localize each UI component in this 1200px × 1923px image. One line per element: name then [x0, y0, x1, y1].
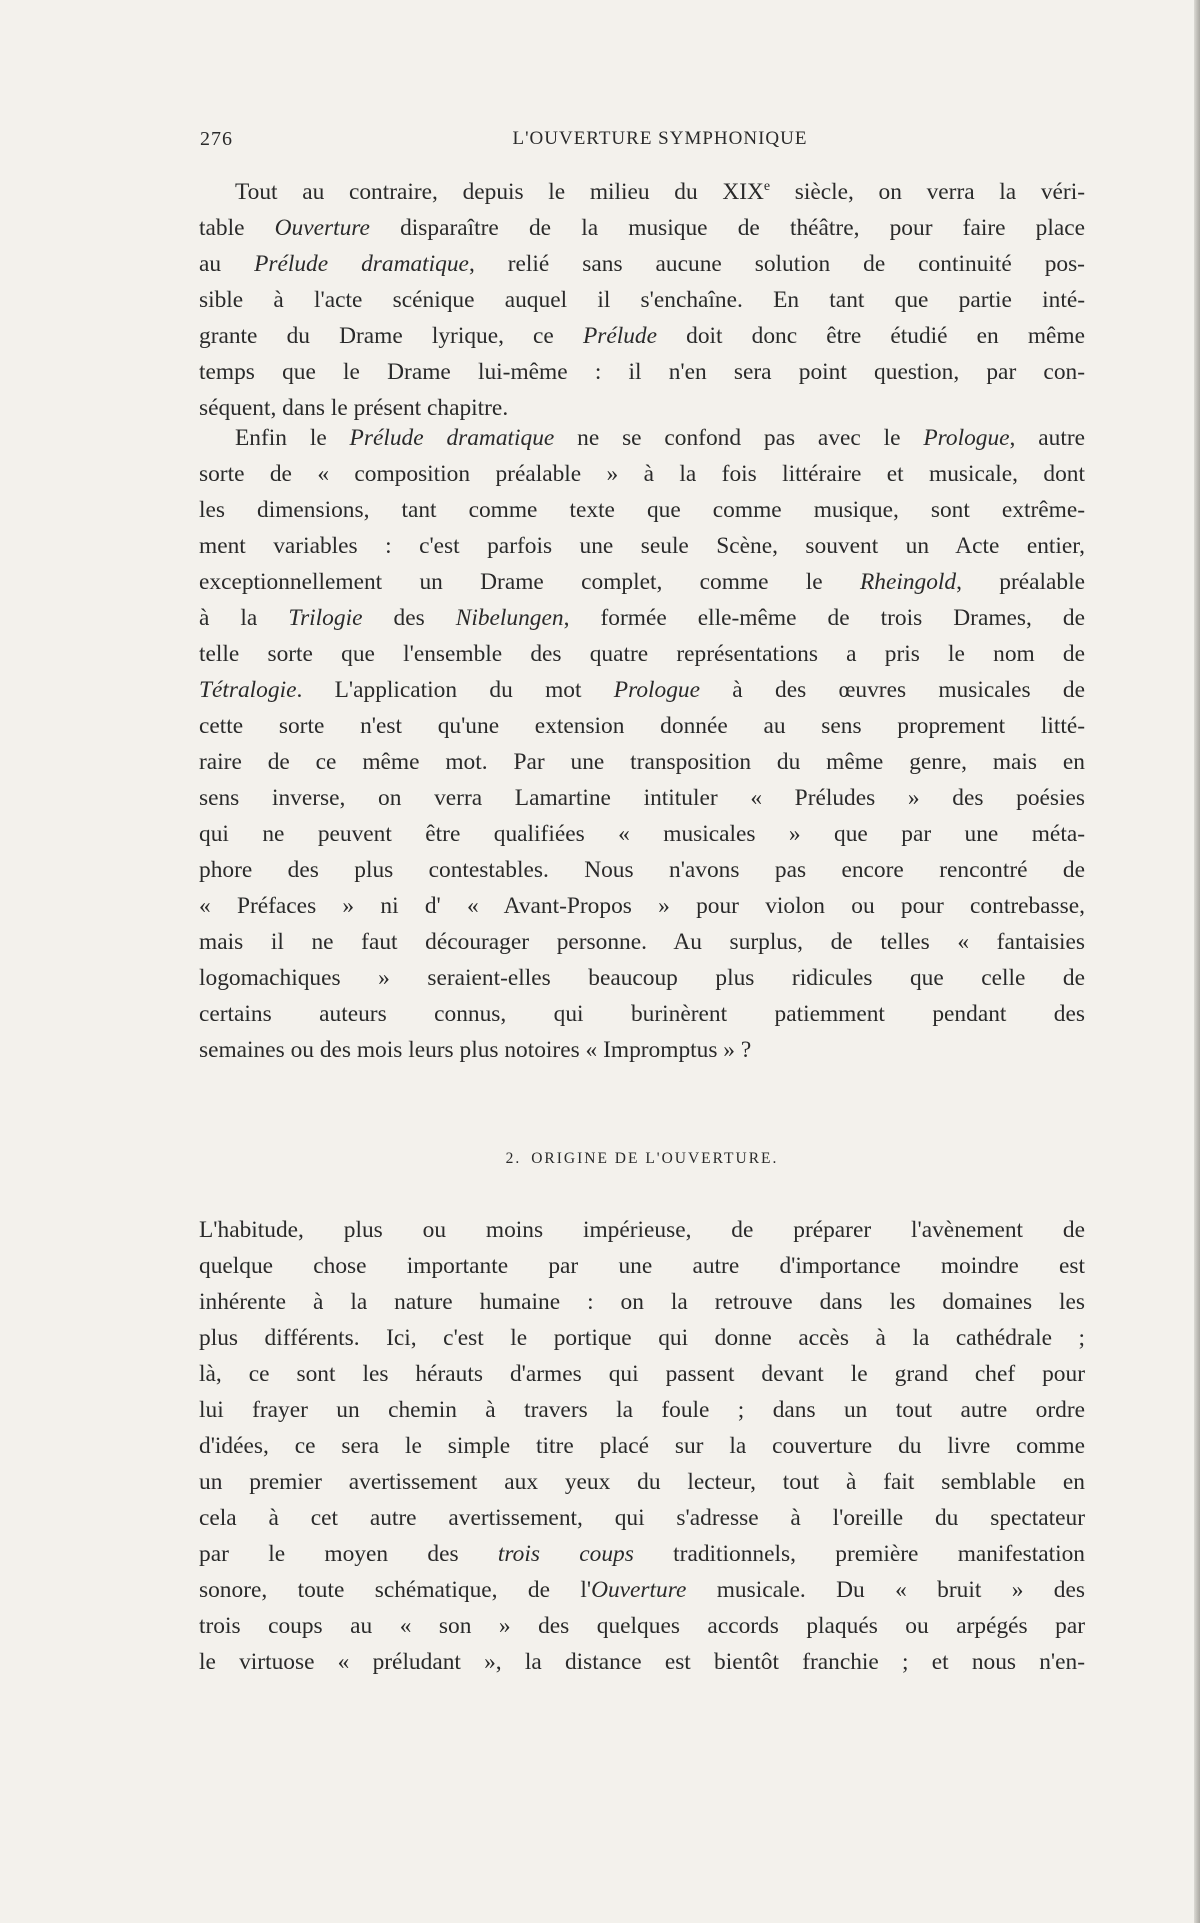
- running-title: L'OUVERTURE SYMPHONIQUE: [512, 128, 808, 149]
- text-line: [199, 924, 1085, 960]
- text-line: [199, 1320, 1085, 1356]
- text-run: un premier avertissement aux yeux du lecteur, tout à fait semblable en: [199, 1469, 1085, 1495]
- text-run: siècle, on verra la véri-: [770, 179, 1085, 205]
- text-run: logomachiques » seraient-elles beaucoup plus ridicules que celle de: [199, 965, 1085, 991]
- text-line: [199, 1572, 1085, 1608]
- italic-run: trois coups: [497, 1541, 634, 1567]
- text-line: [199, 492, 1085, 528]
- text-line: [199, 420, 1085, 456]
- italic-run: Nibelungen: [455, 605, 564, 631]
- text-line: [199, 1644, 1085, 1680]
- text-line: [199, 636, 1085, 672]
- text-run: d'idées, ce sera le simple titre placé sur la couverture du livre comme: [199, 1433, 1085, 1459]
- text-run: certains auteurs connus, qui burinèrent patiemment pendant des: [199, 1001, 1085, 1027]
- text-line: [199, 1428, 1085, 1464]
- text-line: [199, 1608, 1085, 1644]
- text-line: [199, 246, 1085, 282]
- italic-run: Tétralogie: [199, 677, 297, 703]
- text-line: [199, 672, 1085, 708]
- text-run: « Préfaces » ni d' « Avant-Propos » pour violon ou pour contrebasse,: [199, 893, 1085, 919]
- text-line: [199, 456, 1085, 492]
- text-run: à des œuvres musicales de: [699, 677, 1085, 703]
- running-head: [200, 128, 1080, 156]
- text-line: [199, 744, 1085, 780]
- text-line: [199, 1032, 1085, 1068]
- text-run: mais il ne faut décourager personne. Au surplus, de telles « fantaisies: [199, 929, 1085, 955]
- text-run: à la: [199, 605, 289, 631]
- text-run: sorte de « composition préalable » à la fois littéraire et musicale, dont: [199, 461, 1085, 487]
- text-run: Tout au contraire, depuis le milieu du XIX: [235, 179, 764, 205]
- text-run: grante du Drame lyrique, ce: [199, 323, 583, 349]
- paragraph-1: [199, 174, 1085, 426]
- text-run: qui ne peuvent être qualifiées « musicales » que par une méta-: [199, 821, 1085, 847]
- text-run: lui frayer un chemin à travers la foule ; dans un tout autre ordre: [199, 1397, 1085, 1423]
- text-run: cette sorte n'est qu'une extension donnée au sens proprement litté-: [199, 713, 1085, 739]
- text-line: [199, 600, 1085, 636]
- text-run: semaines ou des mois leurs plus notoires « Impromptus » ?: [199, 1037, 752, 1063]
- text-run: telle sorte que l'ensemble des quatre représentations a pris le nom de: [199, 641, 1085, 667]
- text-run: traditionnels, première manifestation: [633, 1541, 1086, 1567]
- text-run: le virtuose « préludant », la distance est bientôt franchie ; et nous n'en-: [199, 1649, 1085, 1675]
- text-line: [199, 852, 1085, 888]
- text-line: [199, 1464, 1085, 1500]
- page-edge-shadow: [1194, 0, 1200, 1923]
- text-run: , autre: [1009, 425, 1085, 451]
- text-line: [199, 816, 1085, 852]
- italic-run: Trilogie: [288, 605, 363, 631]
- text-run: , préalable: [956, 569, 1086, 595]
- text-run: ne se confond pas avec le: [554, 425, 924, 451]
- text-run: sens inverse, on verra Lamartine intituler « Préludes » des poésies: [199, 785, 1085, 811]
- paragraph-2: [199, 420, 1085, 1068]
- text-run: table: [199, 215, 275, 241]
- italic-run: Prélude dramatique: [349, 425, 555, 451]
- text-line: [199, 1356, 1085, 1392]
- italic-run: Rheingold: [859, 569, 957, 595]
- text-run: là, ce sont les hérauts d'armes qui passent devant le grand chef pour: [199, 1361, 1085, 1387]
- superscript-run: e: [763, 179, 771, 195]
- paragraph-3: [199, 1212, 1085, 1680]
- italic-run: Ouverture: [591, 1577, 687, 1603]
- text-run: des: [362, 605, 456, 631]
- italic-run: Prélude: [582, 323, 657, 349]
- text-line: [199, 780, 1085, 816]
- text-run: musicale. Du « bruit » des: [686, 1577, 1085, 1603]
- text-run: quelque chose importante par une autre d'importance moindre est: [199, 1253, 1085, 1279]
- section-heading: [199, 1150, 1085, 1168]
- text-run: . L'application du mot: [296, 677, 614, 703]
- text-run: par le moyen des: [199, 1541, 498, 1567]
- text-line: [199, 354, 1085, 390]
- text-run: L'habitude, plus ou moins impérieuse, de préparer l'avènement de: [199, 1217, 1085, 1243]
- text-line: [199, 1284, 1085, 1320]
- italic-run: Prologue: [923, 425, 1010, 451]
- text-line: [199, 1536, 1085, 1572]
- text-run: les dimensions, tant comme texte que comme musique, sont extrême-: [199, 497, 1085, 523]
- text-line: [199, 708, 1085, 744]
- text-run: , relié sans aucune solution de continuité pos-: [468, 251, 1085, 277]
- text-line: [199, 282, 1085, 318]
- section-title: ORIGINE DE L'OUVERTURE.: [531, 1150, 779, 1167]
- text-run: temps que le Drame lui-même : il n'en sera point question, par con-: [199, 359, 1085, 385]
- text-line: [199, 318, 1085, 354]
- italic-run: Prélude dramatique: [254, 251, 469, 277]
- text-run: phore des plus contestables. Nous n'avons pas encore rencontré de: [199, 857, 1085, 883]
- text-run: inhérente à la nature humaine : on la retrouve dans les domaines les: [199, 1289, 1085, 1315]
- text-run: Enfin le: [235, 425, 350, 451]
- text-line: [199, 210, 1085, 246]
- italic-run: Ouverture: [274, 215, 370, 241]
- text-run: au: [199, 251, 255, 277]
- text-run: sible à l'acte scénique auquel il s'enchaîne. En tant que partie inté-: [199, 287, 1085, 313]
- text-run: sonore, toute schématique, de l': [199, 1577, 592, 1603]
- text-run: doit donc être étudié en même: [657, 323, 1086, 349]
- text-run: , formée elle-même de trois Drames, de: [563, 605, 1085, 631]
- text-line: [199, 1392, 1085, 1428]
- text-line: [199, 1248, 1085, 1284]
- text-line: [199, 888, 1085, 924]
- text-line: [199, 996, 1085, 1032]
- page-number: 276: [200, 128, 233, 150]
- text-run: trois coups au « son » des quelques accords plaqués ou arpégés par: [199, 1613, 1085, 1639]
- text-line: [199, 1500, 1085, 1536]
- text-run: plus différents. Ici, c'est le portique qui donne accès à la cathédrale ;: [199, 1325, 1085, 1351]
- text-line: [199, 960, 1085, 996]
- text-run: cela à cet autre avertissement, qui s'adresse à l'oreille du spectateur: [199, 1505, 1085, 1531]
- text-run: séquent, dans le présent chapitre.: [199, 395, 509, 421]
- text-line: [199, 174, 1085, 210]
- italic-run: Prologue: [613, 677, 700, 703]
- text-run: raire de ce même mot. Par une transposition du même genre, mais en: [199, 749, 1085, 775]
- text-run: ment variables : c'est parfois une seule Scène, souvent un Acte entier,: [199, 533, 1085, 559]
- text-run: exceptionnellement un Drame complet, comme le: [199, 569, 860, 595]
- text-line: [199, 528, 1085, 564]
- text-run: disparaître de la musique de théâtre, pour faire place: [369, 215, 1086, 241]
- section-number: 2.: [505, 1150, 522, 1167]
- text-line: [199, 1212, 1085, 1248]
- text-line: [199, 564, 1085, 600]
